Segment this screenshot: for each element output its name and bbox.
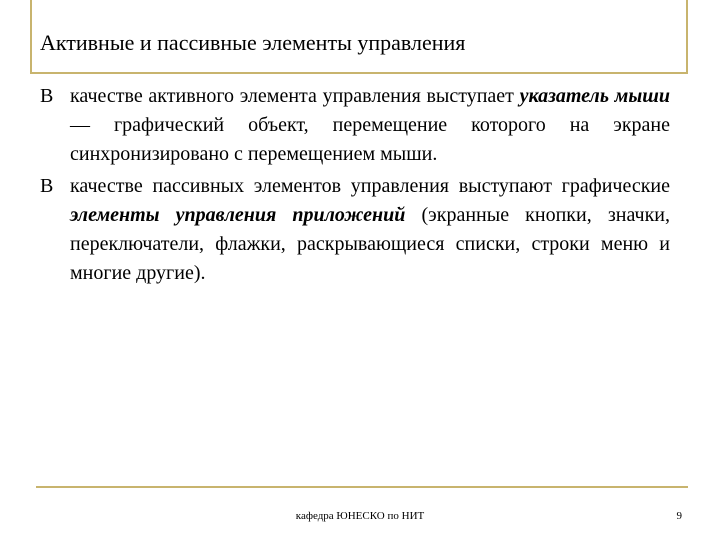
title-frame-right-border: [686, 0, 688, 74]
slide-body: [40, 82, 670, 291]
title-underline-rule: [30, 72, 688, 74]
footer-rule: [36, 486, 688, 488]
paragraph-text: качестве активного элемента управления выступает: [70, 85, 514, 107]
paragraph-text: качестве пассивных элементов управления выступают графические: [70, 175, 670, 197]
footer-department: кафедра ЮНЕСКО по НИТ: [295, 510, 425, 522]
paragraph-text-continued: — графический объект, перемещение которого на экране синхронизировано с перемещением мыши.: [70, 114, 670, 165]
paragraph-marker: В: [40, 85, 54, 107]
paragraph-text-continued: (экранные кнопки, значки, переключатели, флажки, раскрывающиеся списки, строки меню и многие другие).: [70, 204, 670, 284]
paragraph-passive-controls: [40, 172, 670, 288]
title-frame-left-border: [30, 0, 32, 74]
paragraph-marker: В: [40, 175, 54, 197]
slide-title: Активные и пассивные элементы управления: [40, 30, 466, 55]
paragraph-active-controls: [40, 82, 670, 169]
emphasis-application-controls: элементы управления приложений: [70, 204, 406, 226]
emphasis-mouse-pointer: указатель мыши: [519, 85, 670, 107]
page-number: 9: [676, 510, 682, 522]
